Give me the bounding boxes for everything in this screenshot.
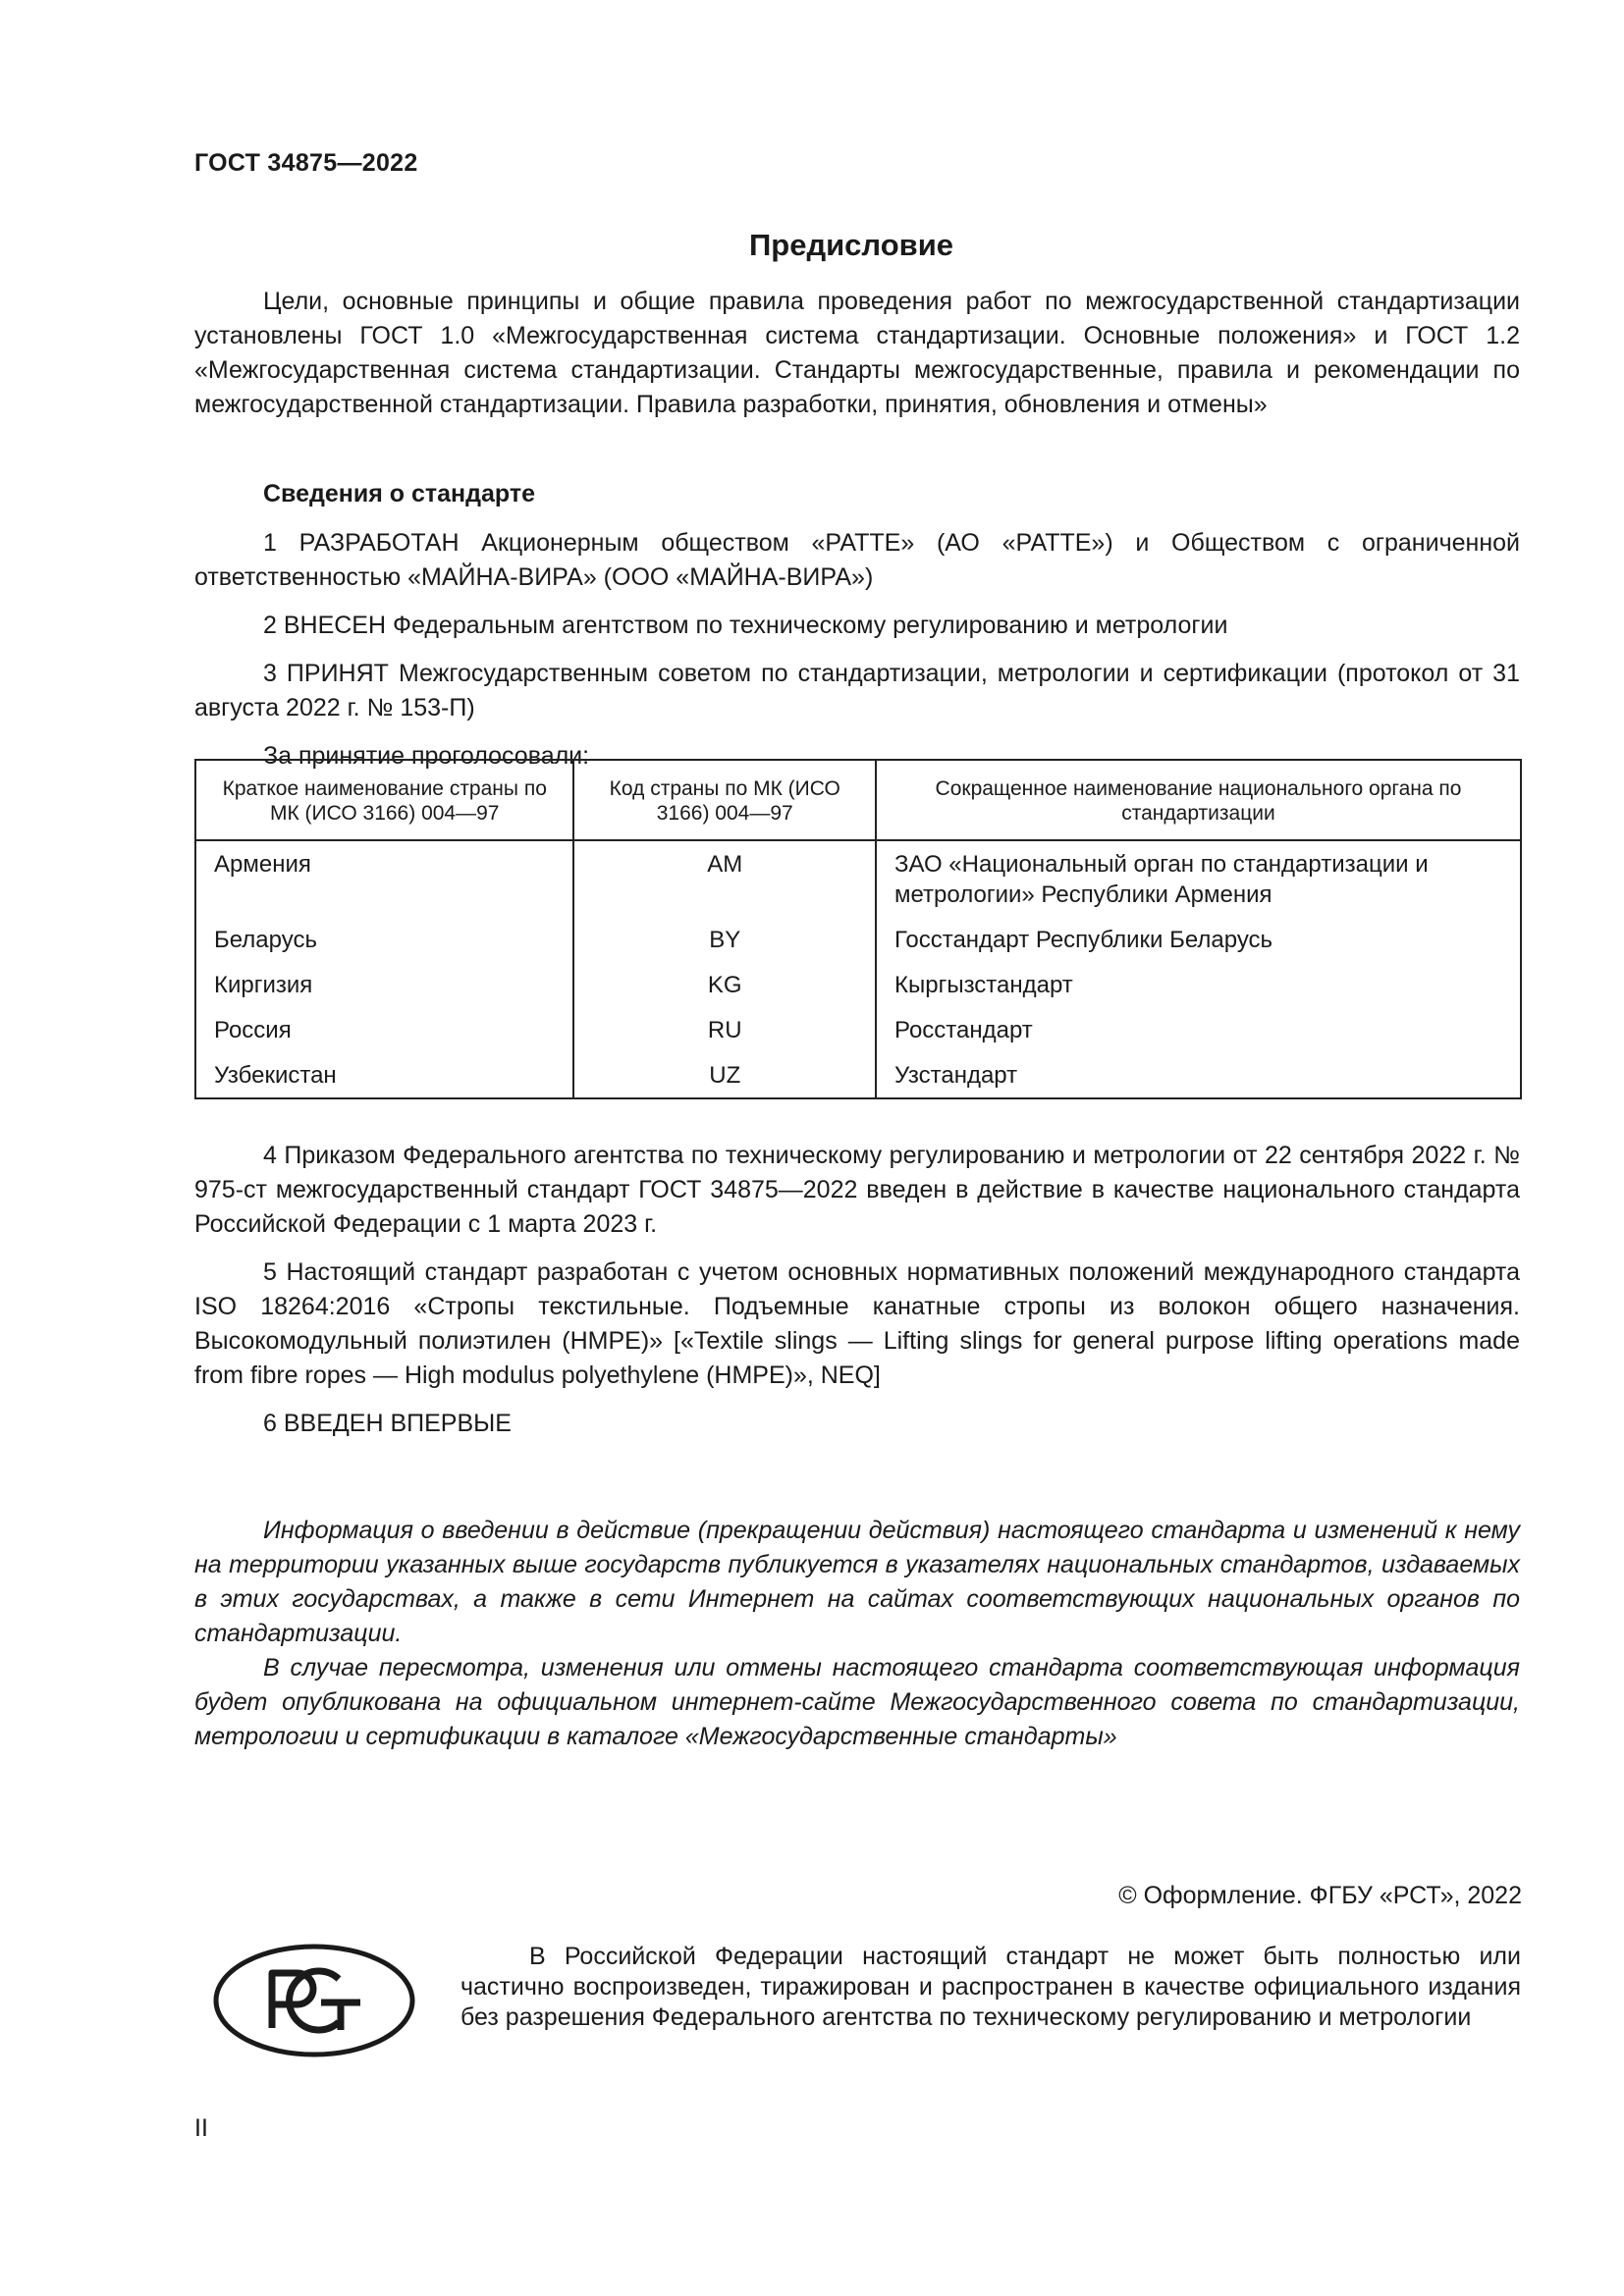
info-item-2: 2 ВНЕСЕН Федеральным агентством по техническому регулированию и метрологии <box>263 612 1228 639</box>
info-item-6: 6 ВВЕДЕН ВПЕРВЫЕ <box>263 1410 512 1437</box>
body-cell: Росстандарт <box>876 1007 1521 1052</box>
info-item-4: 4 Приказом Федерального агентства по техническому регулированию и метрологии от 22 сентября 2022 г. № 975-ст межгосударственный стандарт ГОСТ 34875—2022 введен в действие в качестве национального стандарта Российской Федерации с 1 марта 2023 г. <box>194 1142 1520 1238</box>
table-row <box>195 1007 1521 1052</box>
code-cell: BY <box>573 917 876 962</box>
page-number: II <box>194 2114 208 2142</box>
rst-logo <box>211 1942 417 2059</box>
body-cell: Узстандарт <box>876 1052 1521 1098</box>
table-row <box>195 962 1521 1007</box>
country-cell: Киргизия <box>195 962 573 1007</box>
notice-paragraph-1: Информация о введении в действие (прекращении действия) настоящего стандарта и изменений к нему на территории указанных выше государств публикуется в указателях национальных стандартов, издаваемых в этих государствах, а также в сети Интернет на сайтах соответствующих национальных органов по стандартизации. <box>194 1517 1520 1647</box>
country-cell: Армения <box>195 840 573 917</box>
notice-paragraph-2: В случае пересмотра, изменения или отмены настоящего стандарта соответствующая информация будет опубликована на официальном интернет-сайте Межгосударственного совета по стандартизации, метрологии и сертификации в каталоге «Межгосударственные стандарты» <box>194 1654 1520 1750</box>
column-header-body: Сокращенное наименование национального органа по стандартизации <box>876 760 1521 840</box>
info-item-1: 1 РАЗРАБОТАН Акционерным обществом «РАТТЕ» (АО «РАТТЕ») и Обществом с ограниченной ответственностью «МАЙНА-ВИРА» (ООО «МАЙНА-ВИРА») <box>194 529 1520 591</box>
info-item-5: 5 Настоящий стандарт разработан с учетом основных нормативных положений международного стандарта ISO 18264:2016 «Стропы текстильные. Подъемные канатные стропы из волокон общего назначения. Высокомодульный полиэтилен (HMPE)» [«Textile slings — Lifting slings for general purpose lifting operations made from fibre ropes — High modulus polyethylene (HMPE)», NEQ] <box>194 1258 1520 1389</box>
table-row <box>195 1052 1521 1098</box>
notice-block <box>194 1514 1520 1768</box>
country-cell: Россия <box>195 1007 573 1052</box>
section-heading: Сведения о стандарте <box>263 480 536 507</box>
rights-notice: В Российской Федерации настоящий стандарт не может быть полностью или частично воспроизведен, тиражирован и распространен в качестве официального издания без разрешения Федерального агентства по техническому регулированию и метрологии <box>460 1943 1521 2031</box>
column-header-code: Код страны по МК (ИСО 3166) 004—97 <box>573 760 876 840</box>
table-header-row <box>195 760 1521 840</box>
intro-paragraph: Цели, основные принципы и общие правила проведения работ по межгосударственной стандартизации установлены ГОСТ 1.0 «Межгосударственная система стандартизации. Основные положения» и ГОСТ 1.2 «Межгосударственная система стандартизации. Стандарты межгосударственные, правила и рекомендации по межгосударственной стандартизации. Правила разработки, принятия, обновления и отмены» <box>194 288 1520 418</box>
table-row <box>195 917 1521 962</box>
body-cell: Кыргызстандарт <box>876 962 1521 1007</box>
standard-info-block <box>194 477 1520 787</box>
code-cell: AM <box>573 840 876 917</box>
country-cell: Узбекистан <box>195 1052 573 1098</box>
intro-block <box>194 285 1520 436</box>
column-header-country: Краткое наименование страны по МК (ИСО 3166) 004—97 <box>195 760 573 840</box>
page-title: Предисловие <box>748 228 953 262</box>
standard-info-continued <box>194 1139 1520 1455</box>
code-cell: UZ <box>573 1052 876 1098</box>
voting-table <box>194 759 1522 1099</box>
code-cell: KG <box>573 962 876 1007</box>
country-cell: Беларусь <box>195 917 573 962</box>
body-cell: ЗАО «Национальный орган по стандартизации и метрологии» Республики Армения <box>876 840 1521 917</box>
copyright-line: © Оформление. ФГБУ «РСТ», 2022 <box>1118 1882 1522 1909</box>
vote-intro: За принятие проголосовали: <box>263 742 590 770</box>
code-cell: RU <box>573 1007 876 1052</box>
info-item-3: 3 ПРИНЯТ Межгосударственным советом по стандартизации, метрологии и сертификации (протокол от 31 августа 2022 г. № 153-П) <box>194 660 1520 721</box>
table-row <box>195 840 1521 917</box>
body-cell: Госстандарт Республики Беларусь <box>876 917 1521 962</box>
document-id: ГОСТ 34875—2022 <box>194 149 418 177</box>
